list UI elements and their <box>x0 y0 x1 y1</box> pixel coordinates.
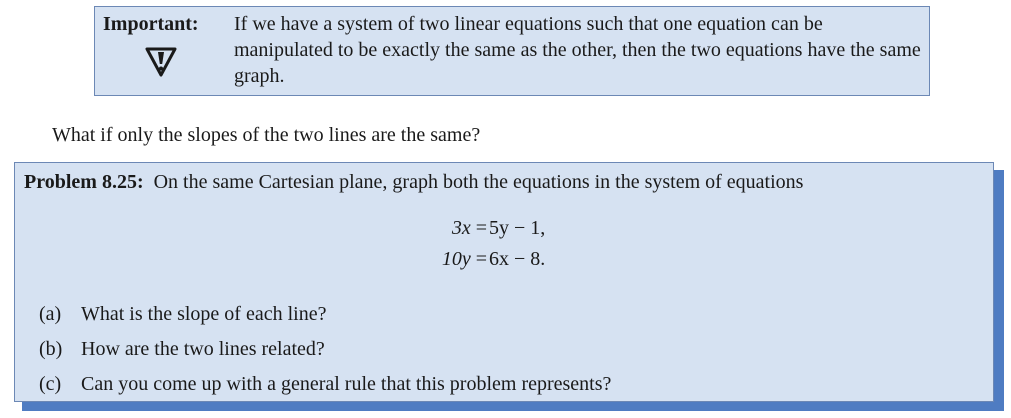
equation-rhs: 6x − 8. <box>489 248 546 270</box>
problem-label: Problem 8.25: <box>24 171 144 193</box>
important-callout <box>94 6 930 96</box>
warning-icon <box>143 43 179 79</box>
part-letter: (b) <box>39 338 63 360</box>
equation-row <box>15 213 993 244</box>
important-text: If we have a system of two linear equations such that one equation can be manipulated to be exactly the same as the other, then the two equations have the same graph. <box>234 13 921 87</box>
problem-box <box>14 162 994 402</box>
problem-part-b <box>39 332 611 367</box>
equation-lhs: 10y = <box>441 248 487 270</box>
part-text: Can you come up with a general rule that this problem represents? <box>81 373 612 395</box>
problem-part-a <box>39 297 611 332</box>
problem-statement-text: On the same Cartesian plane, graph both the equations in the system of equations <box>153 171 804 193</box>
equation-rhs: 5y − 1, <box>489 217 546 239</box>
important-label: Important: <box>103 13 199 35</box>
question-text: What if only the slopes of the two lines are the same? <box>52 124 481 146</box>
problem-statement <box>24 169 803 195</box>
part-letter: (c) <box>39 373 62 395</box>
part-text: How are the two lines related? <box>81 338 325 360</box>
part-letter: (a) <box>39 303 62 325</box>
equation-lhs-text: 10y <box>441 248 471 270</box>
problem-part-c <box>39 367 611 402</box>
part-text: What is the slope of each line? <box>81 303 327 325</box>
equation-lhs-text: 3x <box>451 217 471 239</box>
problem-parts-list <box>39 297 611 402</box>
equation-row <box>15 244 993 275</box>
equation-lhs: 3x = <box>451 217 487 239</box>
equation-system <box>15 213 993 275</box>
